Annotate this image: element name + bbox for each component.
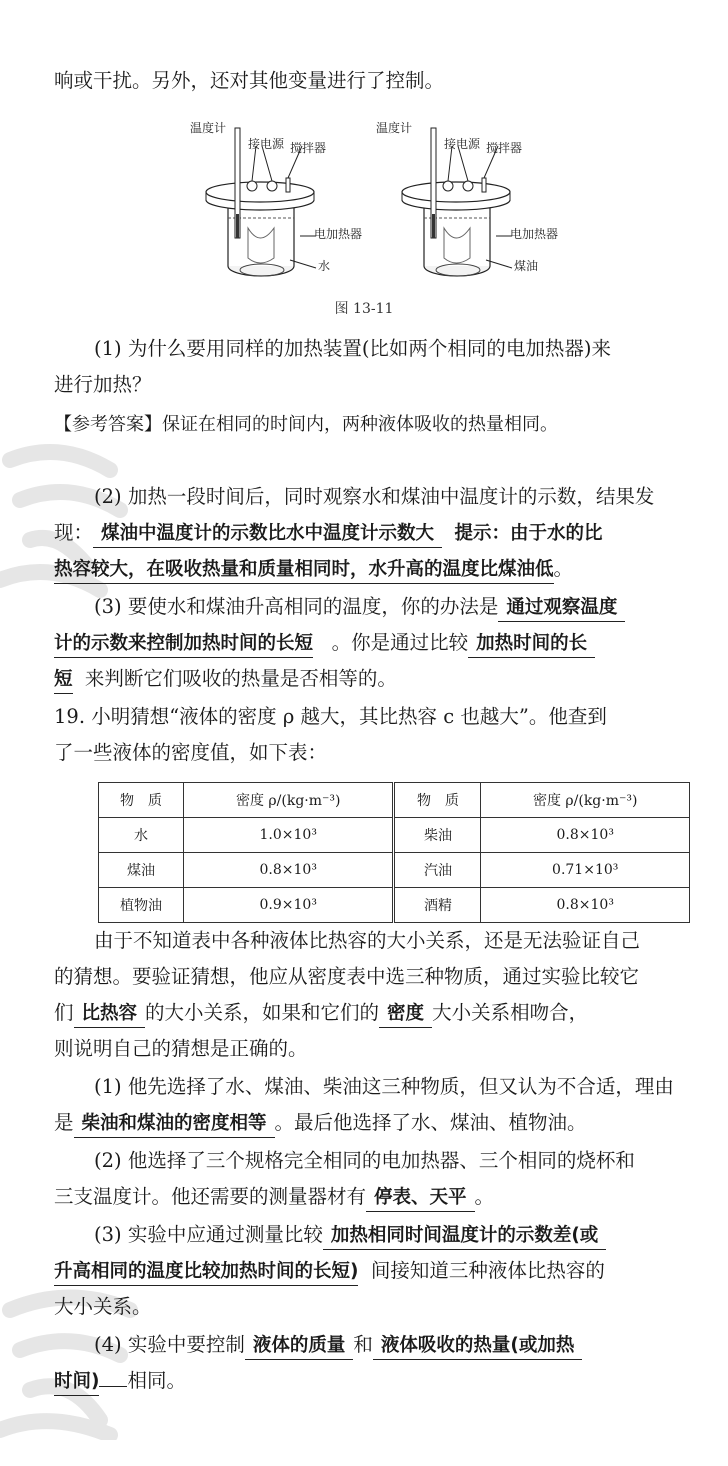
experiment-figure [190, 118, 570, 296]
label-heater-right: 电加热器 [510, 227, 559, 241]
sub3-blank-part1: 加热相同时间温度计的示数差(或 [323, 1223, 606, 1250]
table-cell: 汽油 [394, 853, 481, 888]
table-cell: 柴油 [394, 818, 481, 853]
para-line1: 由于不知道表中各种液体比热容的大小关系，还是无法验证自己 [94, 929, 641, 952]
q3-blank2-part2: 短 [54, 667, 73, 694]
q3-line2 [54, 628, 595, 658]
table-cell: 1.0×10³ [183, 818, 394, 853]
q3-suffix: 来判断它们吸收的热量是否相等的。 [84, 667, 397, 690]
q3-mid: 。你是通过比较 [331, 631, 469, 654]
para-line3-mid: 的大小关系，如果和它们的 [145, 1001, 380, 1024]
q3-line1 [94, 592, 625, 622]
table-cell: 水 [99, 818, 184, 853]
q3-line3 [54, 664, 397, 694]
table-header-cell: 物 质 [394, 783, 481, 818]
figure-caption: 图 13-11 [334, 301, 394, 317]
label-stirrer-left: 搅拌器 [290, 141, 327, 155]
sub4-blank2-part1: 液体吸收的热量(或加热 [373, 1333, 582, 1360]
sub4-line2 [54, 1366, 186, 1396]
table-row [99, 818, 690, 853]
sub2-prefix: 三支温度计。他还需要的测量器材有 [54, 1185, 367, 1208]
sub1-prefix: 是 [54, 1111, 74, 1134]
sub4-line1 [94, 1330, 582, 1360]
table-cell: 0.8×10³ [481, 818, 690, 853]
table-cell: 0.9×10³ [183, 888, 394, 923]
para-blank2: 密度 [379, 1001, 432, 1028]
sub3-line3: 大小关系。 [54, 1295, 152, 1318]
sub2-blank: 停表、天平 [366, 1185, 475, 1212]
para-line4: 则说明自己的猜想是正确的。 [54, 1037, 308, 1060]
table-header-cell: 密度 ρ/(kg·m⁻³) [481, 783, 690, 818]
label-thermometer-left: 温度计 [190, 121, 227, 135]
table-header-row [99, 783, 690, 818]
sub1-line1: (1) 他先选择了水、煤油、柴油这三种物质，但又认为不合适，理由 [94, 1075, 674, 1098]
sub4-prefix: (4) 实验中要控制 [94, 1333, 245, 1356]
label-heater-left: 电加热器 [314, 227, 363, 241]
density-table [98, 782, 690, 923]
para-line3 [54, 998, 588, 1028]
para-line3-suffix: 大小关系相吻合， [432, 1001, 589, 1024]
table-header-cell: 密度 ρ/(kg·m⁻³) [183, 783, 394, 818]
q3-blank1-part1: 通过观察温度 [498, 595, 625, 622]
sub4-blank2-part2: 时间) [54, 1369, 99, 1396]
sub1-line2 [54, 1108, 587, 1138]
sub2-line2 [54, 1182, 494, 1212]
intro-line: 响或干扰。另外，还对其他变量进行了控制。 [54, 69, 445, 92]
q19-line2: 了一些液体的密度值，如下表： [54, 741, 328, 764]
sub4-blank1: 液体的质量 [245, 1333, 354, 1360]
q2-hint-continued: 热容较大，在吸收热量和质量相同时，水升高的温度比煤油低 [54, 557, 554, 584]
q2-line1: (2) 加热一段时间后，同时观察水和煤油中温度计的示数，结果发 [94, 485, 655, 508]
q2-line3 [54, 554, 573, 584]
q2-prefix: 现： [54, 521, 94, 544]
sub1-blank: 柴油和煤油的密度相等 [74, 1111, 275, 1138]
sub1-suffix: 。最后他选择了水、煤油、植物油。 [274, 1111, 587, 1134]
q1-line1: (1) 为什么要用同样的加热装置(比如两个相同的电加热器)来 [94, 337, 612, 360]
q3-prefix: (3) 要使水和煤油升高相同的温度，你的办法是 [94, 595, 499, 618]
table-cell: 酒精 [394, 888, 481, 923]
sub4-suffix: 相同。 [127, 1369, 186, 1392]
label-liquid-right: 煤油 [514, 259, 539, 273]
table-cell: 0.8×10³ [183, 853, 394, 888]
table-row [99, 888, 690, 923]
para-line3-prefix: 们 [54, 1001, 74, 1024]
sub3-line2 [54, 1256, 605, 1286]
table-cell: 0.71×10³ [481, 853, 690, 888]
table-row [99, 853, 690, 888]
q1-answer: 【参考答案】保证在相同的时间内，两种液体吸收的热量相同。 [54, 414, 558, 435]
para-blank1: 比热容 [74, 1001, 146, 1028]
q2-line3-end: 。 [553, 557, 574, 580]
table-cell: 0.8×10³ [481, 888, 690, 923]
q3-blank2-part1: 加热时间的长 [468, 631, 595, 658]
beaker-kerosene [376, 120, 558, 276]
q19-line1: 19. 小明猜想“液体的密度 ρ 越大，其比热容 c 也越大”。他查到 [54, 705, 607, 728]
sub3-prefix: (3) 实验中应通过测量比较 [94, 1223, 323, 1246]
q2-hint: 提示：由于水的比 [454, 523, 603, 544]
sub2-suffix: 。 [474, 1185, 495, 1208]
table-cell: 煤油 [99, 853, 184, 888]
table-cell: 植物油 [99, 888, 184, 923]
q2-answer-blank: 煤油中温度计的示数比水中温度计示数大 [93, 521, 442, 548]
label-stirrer-right: 搅拌器 [486, 141, 523, 155]
sub3-suffix: 间接知道三种液体比热容的 [370, 1259, 605, 1282]
para-line2: 的猜想。要验证猜想，他应从密度表中选三种物质，通过实验比较它 [54, 965, 640, 988]
table-header-cell: 物 质 [99, 783, 184, 818]
sub3-line1 [94, 1220, 606, 1250]
q3-blank1-part2: 计的示数来控制加热时间的长短 [54, 631, 313, 658]
label-liquid-left: 水 [318, 259, 331, 273]
sub3-blank-part2: 升高相同的温度比较加热时间的长短) [54, 1259, 358, 1286]
label-power-right: 接电源 [444, 137, 481, 151]
sub4-mid: 和 [353, 1333, 373, 1356]
q2-line2 [54, 518, 602, 549]
sub2-line1: (2) 他选择了三个规格完全相同的电加热器、三个相同的烧杯和 [94, 1149, 635, 1172]
label-thermometer-right: 温度计 [376, 121, 413, 135]
label-power-left: 接电源 [248, 137, 285, 151]
beaker-water [190, 120, 362, 276]
sub4-blank2-tail [99, 1386, 127, 1387]
q1-line2: 进行加热？ [54, 373, 152, 396]
